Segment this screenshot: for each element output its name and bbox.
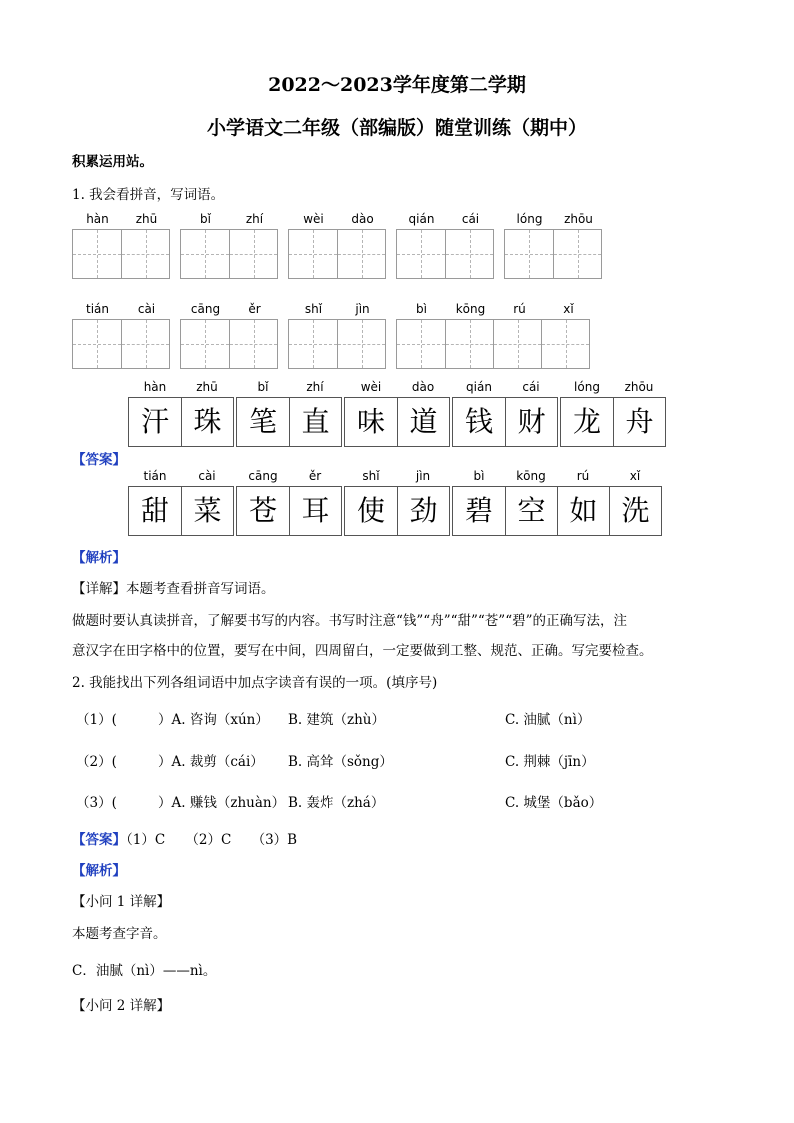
writing-grid[interactable] bbox=[72, 229, 170, 279]
pinyin: ěr bbox=[308, 469, 322, 483]
writing-grid[interactable] bbox=[72, 319, 170, 369]
explain-line-2: 意汉字在田字格中的位置，要写在中间，四周留白，一定要做到工整、规范、正确。写完要检查。 bbox=[72, 643, 653, 659]
option-c: C. 油腻（nì） bbox=[505, 712, 591, 728]
pinyin: tián bbox=[143, 469, 167, 483]
answer-char: 味 bbox=[356, 405, 385, 438]
answer-tag: 【答案】 bbox=[72, 832, 126, 848]
writing-grid[interactable] bbox=[504, 229, 602, 279]
answer-grid bbox=[128, 486, 234, 536]
answer-grid bbox=[236, 397, 342, 447]
answer-char: 道 bbox=[397, 398, 449, 446]
answer-char: 菜 bbox=[181, 487, 233, 535]
explain-line-1: 做题时要认真读拼音，了解要书写的内容。书写时注意“钱”“舟”“甜”“苍”“碧”的正确写法，注 bbox=[72, 613, 628, 629]
pinyin: hàn bbox=[143, 380, 167, 394]
answer-char: 龙 bbox=[572, 405, 601, 438]
pinyin: rú bbox=[513, 302, 526, 316]
writing-grid[interactable] bbox=[288, 319, 386, 369]
answer-tag: 【答案】 bbox=[72, 452, 126, 468]
option-c: C. 荆棘（jīn） bbox=[505, 754, 595, 770]
option-c: C. 城堡（bǎo） bbox=[505, 795, 603, 811]
pinyin: shǐ bbox=[362, 469, 380, 483]
pinyin: lóng bbox=[574, 380, 600, 394]
writing-grid[interactable] bbox=[180, 229, 278, 279]
answer-char: 舟 bbox=[613, 398, 665, 446]
answer-char: 碧 bbox=[464, 494, 493, 527]
option-a: ）A. 咨询（xún） bbox=[158, 712, 269, 728]
sub1-answer: C．油腻（nì）——nì。 bbox=[72, 963, 217, 979]
pinyin: cāng bbox=[190, 302, 221, 316]
answer-char: 财 bbox=[505, 398, 557, 446]
answer-char: 使 bbox=[356, 494, 385, 527]
answer-text: （1）C （2）C （3）B bbox=[126, 832, 298, 848]
pinyin: cái bbox=[522, 380, 540, 394]
pinyin: zhōu bbox=[564, 212, 593, 226]
pinyin: cāng bbox=[248, 469, 278, 483]
answer-char: 珠 bbox=[181, 398, 233, 446]
q2-prompt: 2. 我能找出下列各组词语中加点字读音有误的一项。(填序号) bbox=[72, 675, 438, 691]
answer-char: 劲 bbox=[397, 487, 449, 535]
pinyin: bǐ bbox=[200, 212, 211, 226]
writing-grid[interactable] bbox=[180, 319, 278, 369]
pinyin: qián bbox=[466, 380, 492, 394]
answer-grid bbox=[344, 397, 450, 447]
pinyin: bì bbox=[473, 469, 485, 483]
answer-grid bbox=[236, 486, 342, 536]
pinyin: bǐ bbox=[257, 380, 269, 394]
exam-year-title: 2022～2023学年度第二学期 bbox=[268, 74, 526, 96]
exam-subject-title: 小学语文二年级（部编版）随堂训练（期中） bbox=[206, 117, 587, 139]
q2-answer bbox=[72, 828, 297, 848]
q2-number: （1）( bbox=[76, 712, 117, 728]
pinyin: dào bbox=[411, 380, 435, 394]
pinyin: kōng bbox=[455, 302, 486, 316]
answer-grid bbox=[344, 486, 450, 536]
detail-text: 【详解】本题考查看拼音写词语。 bbox=[72, 581, 275, 597]
option-a: ）A. 赚钱（zhuàn） bbox=[158, 795, 286, 811]
sub1-text: 本题考查字音。 bbox=[72, 926, 167, 942]
pinyin: xǐ bbox=[563, 302, 574, 316]
pinyin: zhū bbox=[196, 380, 218, 394]
answer-grid bbox=[452, 397, 558, 447]
pinyin: ěr bbox=[248, 302, 261, 316]
answer-char: 笔 bbox=[248, 405, 277, 438]
analysis-tag: 【解析】 bbox=[72, 550, 126, 566]
analysis-tag: 【解析】 bbox=[72, 863, 126, 879]
writing-grid[interactable] bbox=[396, 229, 494, 279]
pinyin: cài bbox=[198, 469, 216, 483]
option-a: ）A. 裁剪（cái） bbox=[158, 754, 264, 770]
pinyin: zhí bbox=[245, 212, 264, 226]
pinyin: cái bbox=[461, 212, 480, 226]
answer-char: 直 bbox=[289, 398, 341, 446]
answer-char: 苍 bbox=[248, 494, 277, 527]
pinyin: wèi bbox=[360, 380, 382, 394]
sub1-tag: 【小问 1 详解】 bbox=[72, 894, 171, 910]
writing-grid[interactable] bbox=[288, 229, 386, 279]
q1-prompt: 1. 我会看拼音，写词语。 bbox=[72, 187, 225, 203]
writing-grid[interactable] bbox=[396, 319, 590, 369]
answer-grid bbox=[560, 397, 666, 447]
pinyin: dào bbox=[351, 212, 374, 226]
option-b: B. 高耸（sǒng） bbox=[288, 754, 393, 770]
section-title: 积累运用站。 bbox=[72, 154, 153, 170]
pinyin: shǐ bbox=[304, 302, 323, 316]
pinyin: hàn bbox=[86, 212, 109, 226]
pinyin: zhí bbox=[306, 380, 324, 394]
pinyin: bì bbox=[416, 302, 427, 316]
pinyin: lóng bbox=[516, 212, 543, 226]
option-b: B. 建筑（zhù） bbox=[288, 712, 386, 728]
answer-grid bbox=[128, 397, 234, 447]
pinyin: zhū bbox=[135, 212, 158, 226]
answer-grid bbox=[452, 486, 662, 536]
pinyin: xǐ bbox=[629, 469, 641, 483]
answer-char: 如 bbox=[557, 487, 609, 535]
answer-char: 空 bbox=[505, 487, 557, 535]
pinyin: cài bbox=[137, 302, 156, 316]
pinyin: jìn bbox=[355, 302, 370, 316]
answer-char: 甜 bbox=[140, 494, 169, 527]
answer-char: 洗 bbox=[609, 487, 661, 535]
pinyin: qián bbox=[408, 212, 435, 226]
q2-number: （2）( bbox=[76, 754, 117, 770]
sub2-tag: 【小问 2 详解】 bbox=[72, 998, 171, 1014]
q2-number: （3）( bbox=[76, 795, 117, 811]
option-b: B. 轰炸（zhá） bbox=[288, 795, 385, 811]
answer-char: 耳 bbox=[289, 487, 341, 535]
pinyin: rú bbox=[576, 469, 590, 483]
pinyin: wèi bbox=[303, 212, 324, 226]
pinyin: kōng bbox=[516, 469, 546, 483]
answer-char: 汗 bbox=[140, 405, 169, 438]
pinyin: zhōu bbox=[624, 380, 654, 394]
pinyin: jìn bbox=[415, 469, 431, 483]
answer-char: 钱 bbox=[464, 405, 493, 438]
pinyin: tián bbox=[86, 302, 109, 316]
